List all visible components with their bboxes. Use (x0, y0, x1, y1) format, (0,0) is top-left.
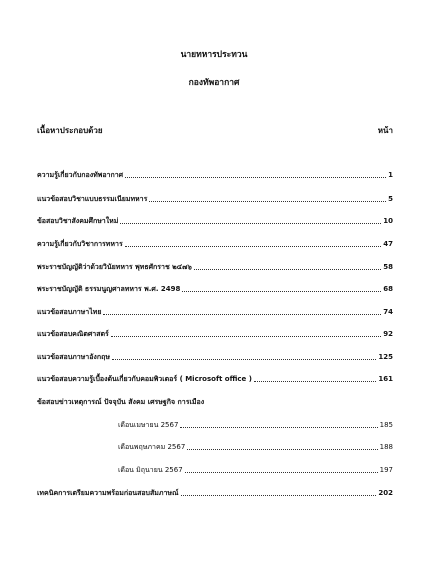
toc-subentry (118, 420, 393, 430)
toc-entry-page: 185 (379, 421, 393, 429)
dot-leader (149, 201, 386, 202)
toc-entry (37, 352, 393, 362)
toc-entry (37, 284, 393, 294)
toc-entry-page: 1 (388, 171, 393, 179)
toc-entry-label: ความรู้เกี่ยวกับวิชาการทหาร (37, 240, 123, 248)
dot-leader (103, 314, 381, 315)
toc-entry-page: 92 (383, 330, 393, 338)
toc-entry-label: พระราชบัญญัติ ธรรมนูญศาลทหาร พ.ศ. 2498 (37, 285, 181, 293)
toc-entry-page: 188 (379, 443, 393, 451)
dot-leader (194, 269, 381, 270)
dot-leader (111, 336, 381, 337)
toc-entry-label: ข้อสอบข่าวเหตุการณ์ ปัจจุบัน สังคม เศรษฐกิจ การเมือง (37, 398, 205, 406)
toc-entry (37, 262, 393, 272)
dot-leader (125, 177, 386, 178)
toc-entry-label: เดือนเมษายน 2567 (118, 421, 179, 429)
dot-leader (187, 449, 377, 450)
toc-entry-label: เดือน มิถุนายน 2567 (118, 466, 183, 474)
toc-entry-page: 74 (383, 308, 393, 316)
toc-entry-page: 197 (379, 466, 393, 474)
document-title: นายทหารประทวน (180, 50, 248, 60)
dot-leader (180, 427, 377, 428)
toc-subentry (118, 442, 393, 452)
dot-leader (182, 291, 381, 292)
toc-page-heading: หน้า (377, 126, 393, 135)
toc-section-heading (37, 397, 393, 407)
toc-entry (37, 374, 393, 384)
toc-entry (37, 488, 393, 498)
dot-leader (254, 381, 376, 382)
toc-entry-label: เดือนพฤษภาคม 2567 (118, 443, 186, 451)
toc-entry-label: ข้อสอบวิชาสังคมศึกษาใหม่ (37, 217, 119, 225)
toc-entry (37, 170, 393, 180)
dot-leader (185, 472, 378, 473)
toc-entry-label: แนวข้อสอบคณิตศาสตร์ (37, 330, 109, 338)
toc-entry-page: 5 (388, 195, 393, 203)
toc-entry-label: แนวข้อสอบวิชาแบบธรรมเนียมทหาร (37, 195, 148, 203)
toc-entry-page: 202 (378, 489, 393, 497)
toc-entry-label: แนวข้อสอบภาษาอังกฤษ (37, 353, 110, 361)
toc-entry-page: 161 (378, 375, 393, 383)
toc-entry (37, 307, 393, 317)
toc-entry (37, 329, 393, 339)
toc-entry-label: แนวข้อสอบความรู้เบื้องต้นเกี่ยวกับคอมพิวเตอร์ ( Microsoft office ) (37, 375, 252, 383)
toc-entry-page: 47 (383, 240, 393, 248)
toc-subentry (118, 465, 393, 475)
document-subtitle: กองทัพอากาศ (188, 78, 240, 88)
toc-entry-label: พระราชบัญญัติว่าด้วยวินัยทหาร พุทธศักราช ๒๔๗๖ (37, 263, 192, 271)
toc-entry-label: ความรู้เกี่ยวกับกองทัพอากาศ (37, 171, 124, 179)
dot-leader (112, 359, 376, 360)
toc-entry (37, 239, 393, 249)
toc-entry (37, 194, 393, 204)
dot-leader (181, 495, 377, 496)
dot-leader (120, 223, 381, 224)
toc-entry-page: 68 (383, 285, 393, 293)
toc-entry-page: 125 (378, 353, 393, 361)
dot-leader (125, 246, 382, 247)
toc-heading: เนื้อหาประกอบด้วย (37, 126, 103, 135)
toc-entry-label: แนวข้อสอบภาษาไทย (37, 308, 102, 316)
toc-entry-label: เทคนิคการเตรียมความพร้อมก่อนสอบสัมภาษณ์ (37, 489, 179, 497)
toc-entry (37, 216, 393, 226)
toc-entry-page: 10 (383, 217, 393, 225)
toc-entry-page: 58 (383, 263, 393, 271)
